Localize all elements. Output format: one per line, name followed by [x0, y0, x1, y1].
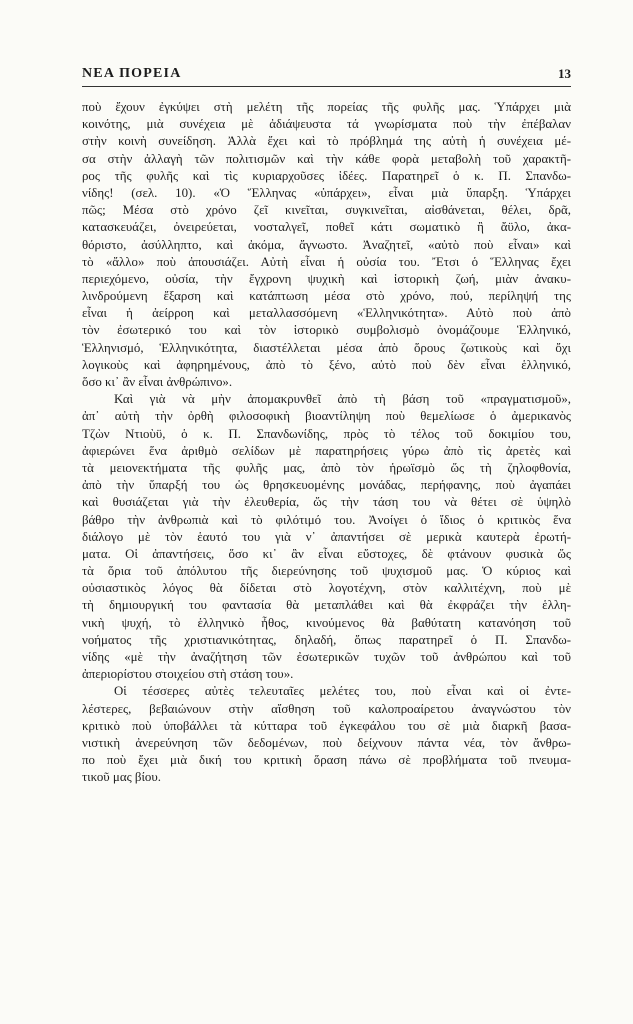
running-title: ΝΕΑ ΠΟΡΕΙΑ — [82, 66, 182, 81]
text-line: κοινότης, μιὰ συνέχεια μὲ ἀδιάψευστα τά γνωρίσματα ποὺ τὴν ἐπέβαλαν — [82, 117, 571, 132]
text-line: τὸν ἐσωτερικό του καὶ τὸν ἱστορικὸ συμβολισμὸ ὀνομάζουμε Ἑλληνικό, — [82, 323, 571, 338]
text-line: περιεχόμενο, οὐσία, τὴν ἔγχρονη ψυχικὴ καὶ ἱστορικὴ ζωή, μιὰν ἀνακυ- — [82, 271, 571, 286]
running-head — [82, 66, 571, 84]
text-line: βάθρο τὴν ἀνθρωπιὰ καὶ τὸ φιλότιμό του. Ἀνοίγει ὁ ἴδιος ὁ κριτικὸς ἕνα — [82, 512, 571, 527]
text-line: νιστικὴ ἀνερεύνηση τῶν δεδομένων, ποὺ δείχνουν πάντα νέα, τὸν ἄνθρω- — [82, 735, 571, 750]
text-line: Ἑλληνισμό, Ἑλληνικότητα, διαστέλλεται μέσα ἀπὸ ὅρους ζωτικοὺς καὶ ὄχι — [82, 340, 571, 355]
text-line: νικὴ ψυχή, τὸ ἑλληνικὸ ἦθος, κινούμενος θὰ βαθύτατη κατανόηση τοῦ — [82, 615, 571, 630]
text-line: θόριστο, ἀσύλληπτο, καὶ ἀκόμα, ἄγνωστο. Ἀναζητεῖ, «αὐτὸ ποὺ εἶναι» καὶ — [82, 237, 571, 252]
text-line: στὴν κοινὴ συνείδηση. Ἀλλὰ ἔχει καὶ τὸ πρόβλημά της αὐτὴ ἡ συνέχεια μέ- — [82, 134, 571, 149]
text-line: ματα. Οἱ ἀπαντήσεις, ὅσο κι᾿ ἂν εἶναι εὔστοχες, δὲ φτάνουν φυσικὰ ὥς — [82, 546, 571, 561]
paragraph — [82, 391, 571, 683]
text-line: σα στὴν ἀλλαγὴ τῶν πολιτισμῶν καὶ τὴν κάθε φορὰ μεταβολὴ τοῦ χαρακτῆ- — [82, 151, 571, 166]
text-line: ρος τῆς φυλῆς καὶ τὶς κυριαρχοῦσες ἰδέες. Παρατηρεῖ ὁ κ. Π. Σπανδω- — [82, 168, 571, 183]
body-text — [82, 99, 571, 787]
text-line: λινδρούμενη ἔξαρση καὶ κατάπτωση μέσα στὸ χρόνο, πού, περίληψή της — [82, 289, 571, 304]
text-line: ὅσο κι᾿ ἂν εἶναι ἀνθρώπινο». — [82, 375, 233, 389]
text-line: ποὺ ἔχουν ἐγκύψει στὴ μελέτη τῆς πορείας τῆς φυλῆς μας. Ὑπάρχει μιὰ — [82, 100, 571, 114]
text-line: διάλογο μὲ τὸν ἑαυτό του γιὰ ν᾿ ἀπαντήσει σὲ μερικὰ καυτερὰ ἐρωτή- — [82, 529, 571, 544]
text-line: κατασκευάζει, ὀνειρεύεται, νοσταλγεῖ, ποθεῖ κάτι σωματικὸ ἢ ἄϋλο, ἀκα- — [82, 220, 571, 235]
text-line: Τζὼν Ντιοὺϋ, ὁ κ. Π. Σπανδωνίδης, πρὸς τὸ τέλος τοῦ δοκιμίου του, — [82, 426, 571, 441]
text-line: ἀπὸ τὴν ὕπαρξή του ὡς θρησκευομένης μονάδας, περήφανης, ποὺ ἀγαπάει — [82, 478, 571, 493]
page-number: 13 — [558, 66, 571, 81]
paragraph — [82, 99, 571, 391]
text-line: κριτικὸ ποὺ ὑποβάλλει τὰ κύτταρα τοῦ ἐγκεφάλου του σὲ μιὰ διαρκῆ βασα- — [82, 718, 571, 733]
text-line: οὐσιαστικὸς λόγος θὰ δίδεται στὸ λογοτέχνη, στὸν καλλιτέχνη, ποὺ μὲ — [82, 581, 571, 596]
text-line: ἀπ᾿ αὐτὴ τὴν ὀρθὴ φιλοσοφικὴ βιοαντίληψη ποὺ θεμελίωσε ὁ ἀμερικανὸς — [82, 409, 571, 424]
text-line: νίδης «μὲ τὴν ἀναζήτηση τῶν ἐσωτερικῶν τυχῶν τοῦ ἀνθρώπου καὶ τοῦ — [82, 650, 571, 664]
text-line: νίδης! (σελ. 10). «Ὁ Ἕλληνας «ὑπάρχει», εἶναι μιὰ ὕπαρξη. Ὑπάρχει — [82, 185, 571, 200]
paragraph — [82, 683, 571, 786]
text-line: τικοῦ μας βίου. — [82, 770, 161, 785]
text-line: Οἱ τέσσερες αὐτὲς τελευταῖες μελέτες του, ποὺ εἶναι καὶ οἱ ἐντε- — [114, 684, 571, 699]
text-line: τὴ δημιουργική του φαντασία θὰ μεταπλάθει καὶ θὰ ἐκφράζει τὴν ἑλλη- — [82, 598, 571, 613]
text-line: τὰ ὅρια τοῦ ἀπόλυτου τῆς διερεύνησης τοῦ ψυχισμοῦ μας. Ὁ κύριος καὶ — [82, 564, 571, 579]
text-line: πῶς; Μέσα στὸ χρόνο ζεῖ κινεῖται, συγκινεῖται, αἰσθάνεται, θέλει, δρᾶ, — [82, 203, 571, 218]
text-line: λέστερες, βεβαιώνουν στὴν αἴσθηση τοῦ καλοπροαίρετου ἀναγνώστου τὸν — [82, 701, 571, 716]
text-line: λογικοὺς καὶ ἀφηρημένους, ἀπὸ τὸ ξένο, αὐτὸ ποὺ δὲν εἶναι ἑλληνικό, — [82, 357, 571, 372]
text-line: νοήματος τῆς χριστιανικότητας, δηλαδή, ὅπως παρατηρεῖ ὁ Π. Σπανδω- — [82, 632, 571, 647]
text-line: Καὶ γιὰ νὰ μὴν ἀπομακρυνθεῖ ἀπὸ τὴ βάση τοῦ «πραγματισμοῦ», — [114, 392, 571, 407]
text-line: εἶναι ἡ ἀείρροη καὶ μεταλλασσόμενη «Ἑλληνικότητα». Αὐτὸ ποὺ ἀπὸ — [82, 306, 571, 321]
text-line: τὸ «ἄλλο» ποὺ ἀπουσιάζει. Αὐτὴ εἶναι ἡ οὐσία του. Ἔτσι ὁ Ἕλληνας ἔχει — [82, 254, 571, 269]
header-rule — [82, 86, 571, 87]
text-line: ἀφιερώνει ἕνα ἀριθμὸ σελίδων μὲ παρατηρήσεις γύρω ἀπὸ τὶς ἀρετὲς καὶ — [82, 443, 571, 458]
text-line: πο ποὺ ἔχει μιὰ δική του κριτικὴ ὅραση πάνω σὲ προβλήματα τοῦ πνευμα- — [82, 753, 571, 768]
text-line: τὰ μειονεκτήματα τῆς φυλῆς μας, ἀπὸ τὸν ἡρωϊσμὸ ὥς τὴ ζηλοφθονία, — [82, 460, 571, 475]
text-line: καὶ θυσιάζεται γιὰ τὴν ἐλευθερία, ὥς τὴν τάση του νὰ θέτει σὲ ὑψηλὸ — [82, 495, 571, 510]
text-line: ἀπεριορίστου στοιχείου στὴ στάση του». — [82, 667, 294, 682]
